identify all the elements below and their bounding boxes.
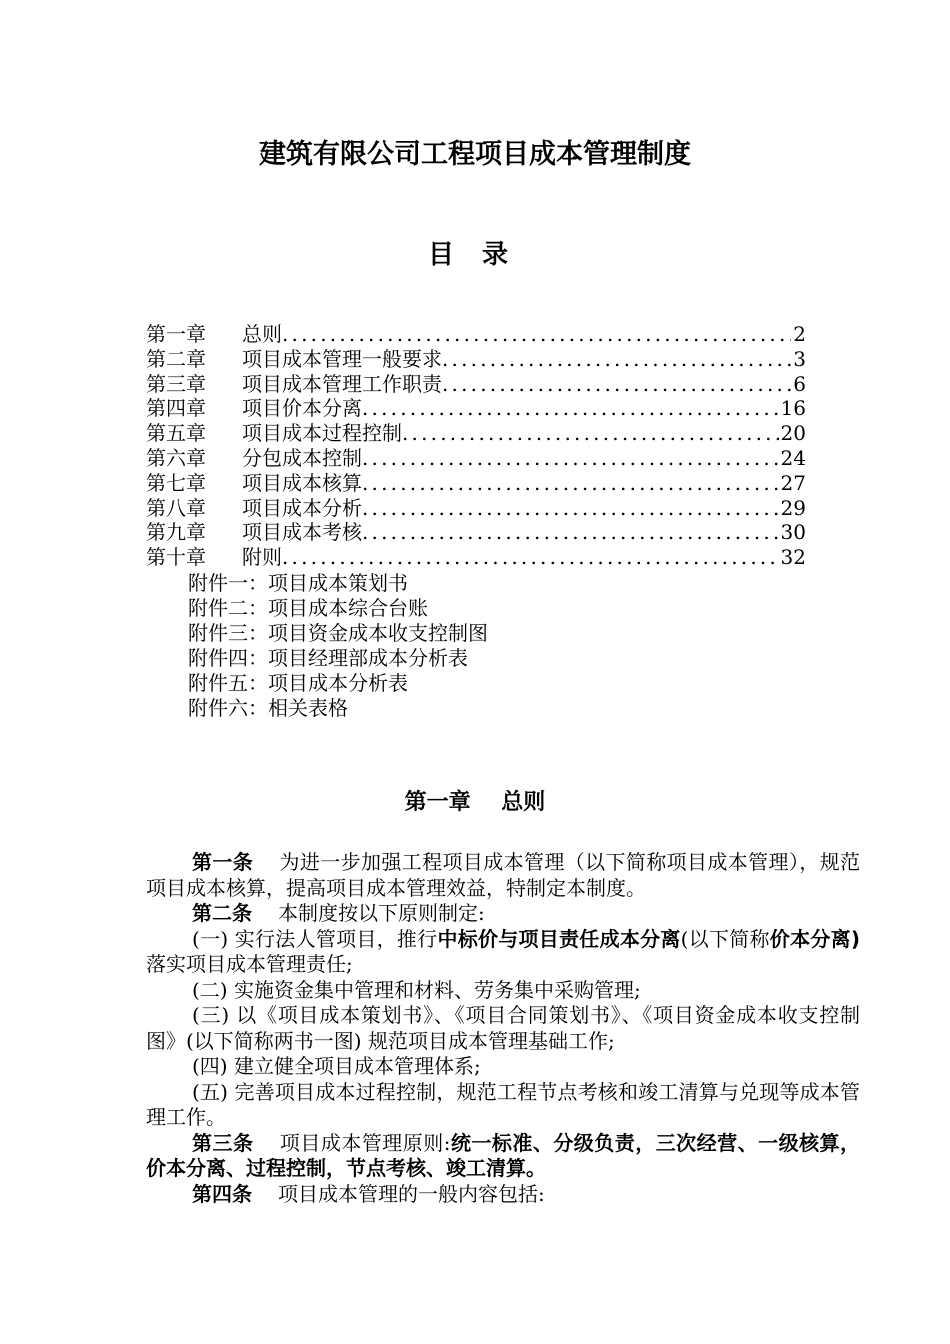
toc-title: 项目成本管理工作职责	[242, 371, 442, 396]
toc-entry[interactable]	[146, 520, 806, 545]
article-text: 项目成本管理原则:	[279, 1130, 451, 1155]
appendix-list	[188, 571, 488, 721]
article-label: 第三条	[192, 1130, 254, 1155]
toc-chapter: 第九章	[146, 520, 206, 545]
article-bold-text: 统一标准、分级负责，三次经营、一级核算，价本分离、过程控制，节点考核、竣工清算。	[146, 1130, 860, 1180]
chapter-heading: 第一章 总则	[404, 790, 546, 815]
toc-entry[interactable]	[146, 421, 806, 446]
article-label: 第四条	[192, 1181, 252, 1206]
toc-entry[interactable]	[146, 347, 806, 372]
toc-leader	[362, 471, 779, 496]
toc-heading: 目录	[427, 240, 536, 270]
toc-title: 项目价本分离	[242, 396, 362, 421]
toc-title: 项目成本核算	[242, 470, 362, 495]
toc-page: 29	[780, 495, 806, 520]
article-text: 本制度按以下原则制定:	[278, 901, 485, 925]
appendix-item[interactable]: 附件六：相关表格	[188, 696, 348, 720]
toc-entry[interactable]	[146, 471, 806, 496]
toc-page: 32	[780, 545, 806, 570]
toc-title: 附则	[242, 545, 282, 570]
toc-chapter: 第一章	[146, 322, 206, 346]
table-of-contents	[146, 322, 806, 570]
toc-entry[interactable]	[146, 545, 806, 570]
toc-leader	[402, 421, 779, 446]
toc-entry[interactable]	[146, 396, 806, 421]
toc-title: 项目成本过程控制	[242, 421, 402, 446]
article-label: 第二条	[192, 901, 252, 925]
article-2-item-3: (三) 以《项目成本策划书》、《项目合同策划书》、《项目资金成本收支控制图》(以下简称两书一图) 规范项目成本管理基础工作;	[146, 1003, 860, 1053]
toc-entry[interactable]	[146, 372, 806, 397]
toc-leader	[282, 322, 791, 347]
article-1	[146, 850, 860, 901]
article-label: 第一条	[192, 850, 254, 874]
toc-page: 2	[793, 322, 806, 346]
toc-chapter: 第三章	[146, 371, 206, 396]
toc-page: 20	[780, 421, 806, 446]
appendix-item[interactable]: 附件四：项目经理部成本分析表	[188, 646, 468, 670]
toc-page: 16	[780, 396, 806, 421]
appendix-item[interactable]: 附件二：项目成本综合台账	[188, 596, 428, 620]
item-bold-text: 中标价与项目责任成本分离	[437, 926, 681, 951]
toc-title: 项目成本分析	[242, 495, 362, 520]
item-text: (一) 实行法人管项目，推行	[192, 926, 438, 951]
appendix-item[interactable]: 附件三：项目资金成本收支控制图	[188, 621, 488, 645]
toc-entry[interactable]	[146, 322, 806, 347]
article-text: 为进一步加强工程项目成本管理（以下简称项目成本管理），规范项目成本核算，提高项目成本管理效益，特制定本制度。	[146, 850, 860, 900]
toc-chapter: 第六章	[146, 445, 206, 470]
article-2-item-4: (四) 建立健全项目成本管理体系;	[192, 1054, 481, 1078]
appendix-item[interactable]: 附件一：项目成本策划书	[188, 571, 408, 595]
toc-title: 项目成本管理一般要求	[242, 346, 442, 371]
item-bold-text: 价本分离)	[769, 926, 861, 951]
toc-title: 总则	[242, 322, 282, 346]
article-2-item-1	[146, 927, 860, 978]
toc-title: 分包成本控制	[242, 445, 362, 470]
toc-leader	[362, 446, 779, 471]
toc-page: 24	[780, 445, 806, 470]
document-title: 建筑有限公司工程项目成本管理制度	[259, 139, 691, 170]
toc-leader	[282, 545, 779, 570]
toc-page: 6	[793, 371, 806, 396]
article-2-item-5: (五) 完善项目成本过程控制，规范工程节点考核和竣工清算与兑现等成本管理工作。	[146, 1079, 860, 1129]
toc-chapter: 第七章	[146, 470, 206, 495]
toc-page: 27	[780, 470, 806, 495]
article-2-item-2: (二) 实施资金集中管理和材料、劳务集中采购管理;	[192, 977, 641, 1002]
toc-page: 3	[793, 346, 806, 371]
toc-chapter: 第五章	[146, 421, 206, 446]
toc-chapter: 第十章	[146, 545, 206, 570]
appendix-item[interactable]: 附件五：项目成本分析表	[188, 671, 408, 695]
chapter-body	[146, 850, 860, 1207]
item-text: (以下简称	[680, 926, 770, 951]
toc-title: 项目成本考核	[242, 520, 362, 545]
toc-entry[interactable]	[146, 496, 806, 521]
toc-leader	[442, 372, 791, 397]
toc-chapter: 第八章	[146, 495, 206, 520]
item-text: 落实项目成本管理责任;	[146, 952, 353, 976]
toc-leader	[362, 520, 779, 545]
toc-leader	[362, 396, 779, 421]
article-2	[146, 901, 860, 927]
toc-chapter: 第二章	[146, 346, 206, 371]
toc-chapter: 第四章	[146, 396, 206, 421]
article-text: 项目成本管理的一般内容包括:	[278, 1181, 545, 1206]
toc-entry[interactable]	[146, 446, 806, 471]
article-4	[146, 1182, 860, 1208]
toc-leader	[442, 347, 791, 372]
toc-leader	[362, 496, 779, 521]
toc-page: 30	[780, 520, 806, 545]
article-3	[146, 1131, 860, 1182]
